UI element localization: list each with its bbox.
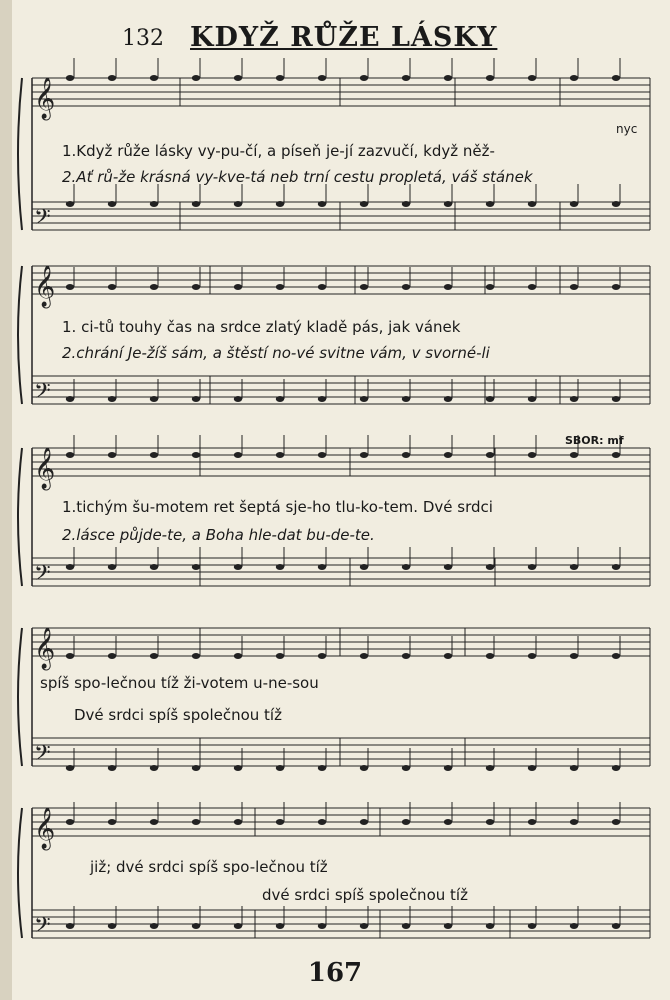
lyric-lower: dvé srdci spíš společnou tíž	[262, 886, 468, 904]
lyric-upper: již; dvé srdci spíš spo-lečnou tíž	[90, 858, 328, 876]
song-title: KDYŽ RŮŽE LÁSKY	[190, 22, 498, 53]
lyric-verse-2: 2.lásce půjde-te, a Boha hle-dat bu-de-te.	[62, 526, 375, 544]
staff-pair	[0, 800, 670, 960]
lyric-verse-1: 1.tichým šu-motem ret šeptá sje-ho tlu-ko-tem. Dvé srdci	[62, 498, 493, 516]
music-system-5	[0, 800, 670, 960]
song-number: 132	[122, 26, 164, 51]
chorus-marking: SBOR: mf	[565, 434, 624, 447]
lyric-extra: nyc	[616, 122, 638, 136]
music-system-1	[0, 70, 670, 250]
svg-text:𝄞: 𝄞	[34, 78, 56, 119]
staff-pair	[0, 620, 670, 790]
staff-pair	[0, 70, 670, 250]
lyric-verse-1: 1. ci-tů touhy čas na srdce zlatý kladě pás, jak vánek	[62, 318, 461, 336]
lyric-verse-1: 1.Když růže lásky vy-pu-čí, a píseň je-jí zazvučí, když něž-	[62, 142, 495, 160]
svg-text:𝄞: 𝄞	[34, 266, 56, 307]
music-system-4	[0, 620, 670, 790]
lyric-verse-2: 2.Ať rů-že krásná vy-kve-tá neb trní cestu propletá, váš stánek	[62, 168, 533, 186]
svg-text:𝄞: 𝄞	[34, 808, 56, 849]
page-number: 167	[307, 958, 363, 988]
svg-text:𝄞: 𝄞	[34, 628, 56, 669]
song-header	[0, 18, 670, 58]
svg-text:𝄞: 𝄞	[34, 448, 56, 489]
svg-text:𝄢: 𝄢	[34, 379, 51, 409]
lyric-upper: spíš spo-lečnou tíž ži-votem u-ne-sou	[40, 674, 319, 692]
svg-text:𝄢: 𝄢	[34, 741, 51, 771]
music-system-2	[0, 258, 670, 438]
svg-text:𝄢: 𝄢	[34, 561, 51, 591]
staff-pair	[0, 440, 670, 610]
svg-text:𝄢: 𝄢	[34, 913, 51, 943]
svg-text:𝄢: 𝄢	[34, 205, 51, 235]
lyric-verse-2: 2.chrání Je-žíš sám, a štěstí no-vé svitne vám, v svorné-li	[62, 344, 490, 362]
lyric-lower: Dvé srdci spíš společnou tíž	[74, 706, 282, 724]
music-system-3	[0, 434, 670, 610]
